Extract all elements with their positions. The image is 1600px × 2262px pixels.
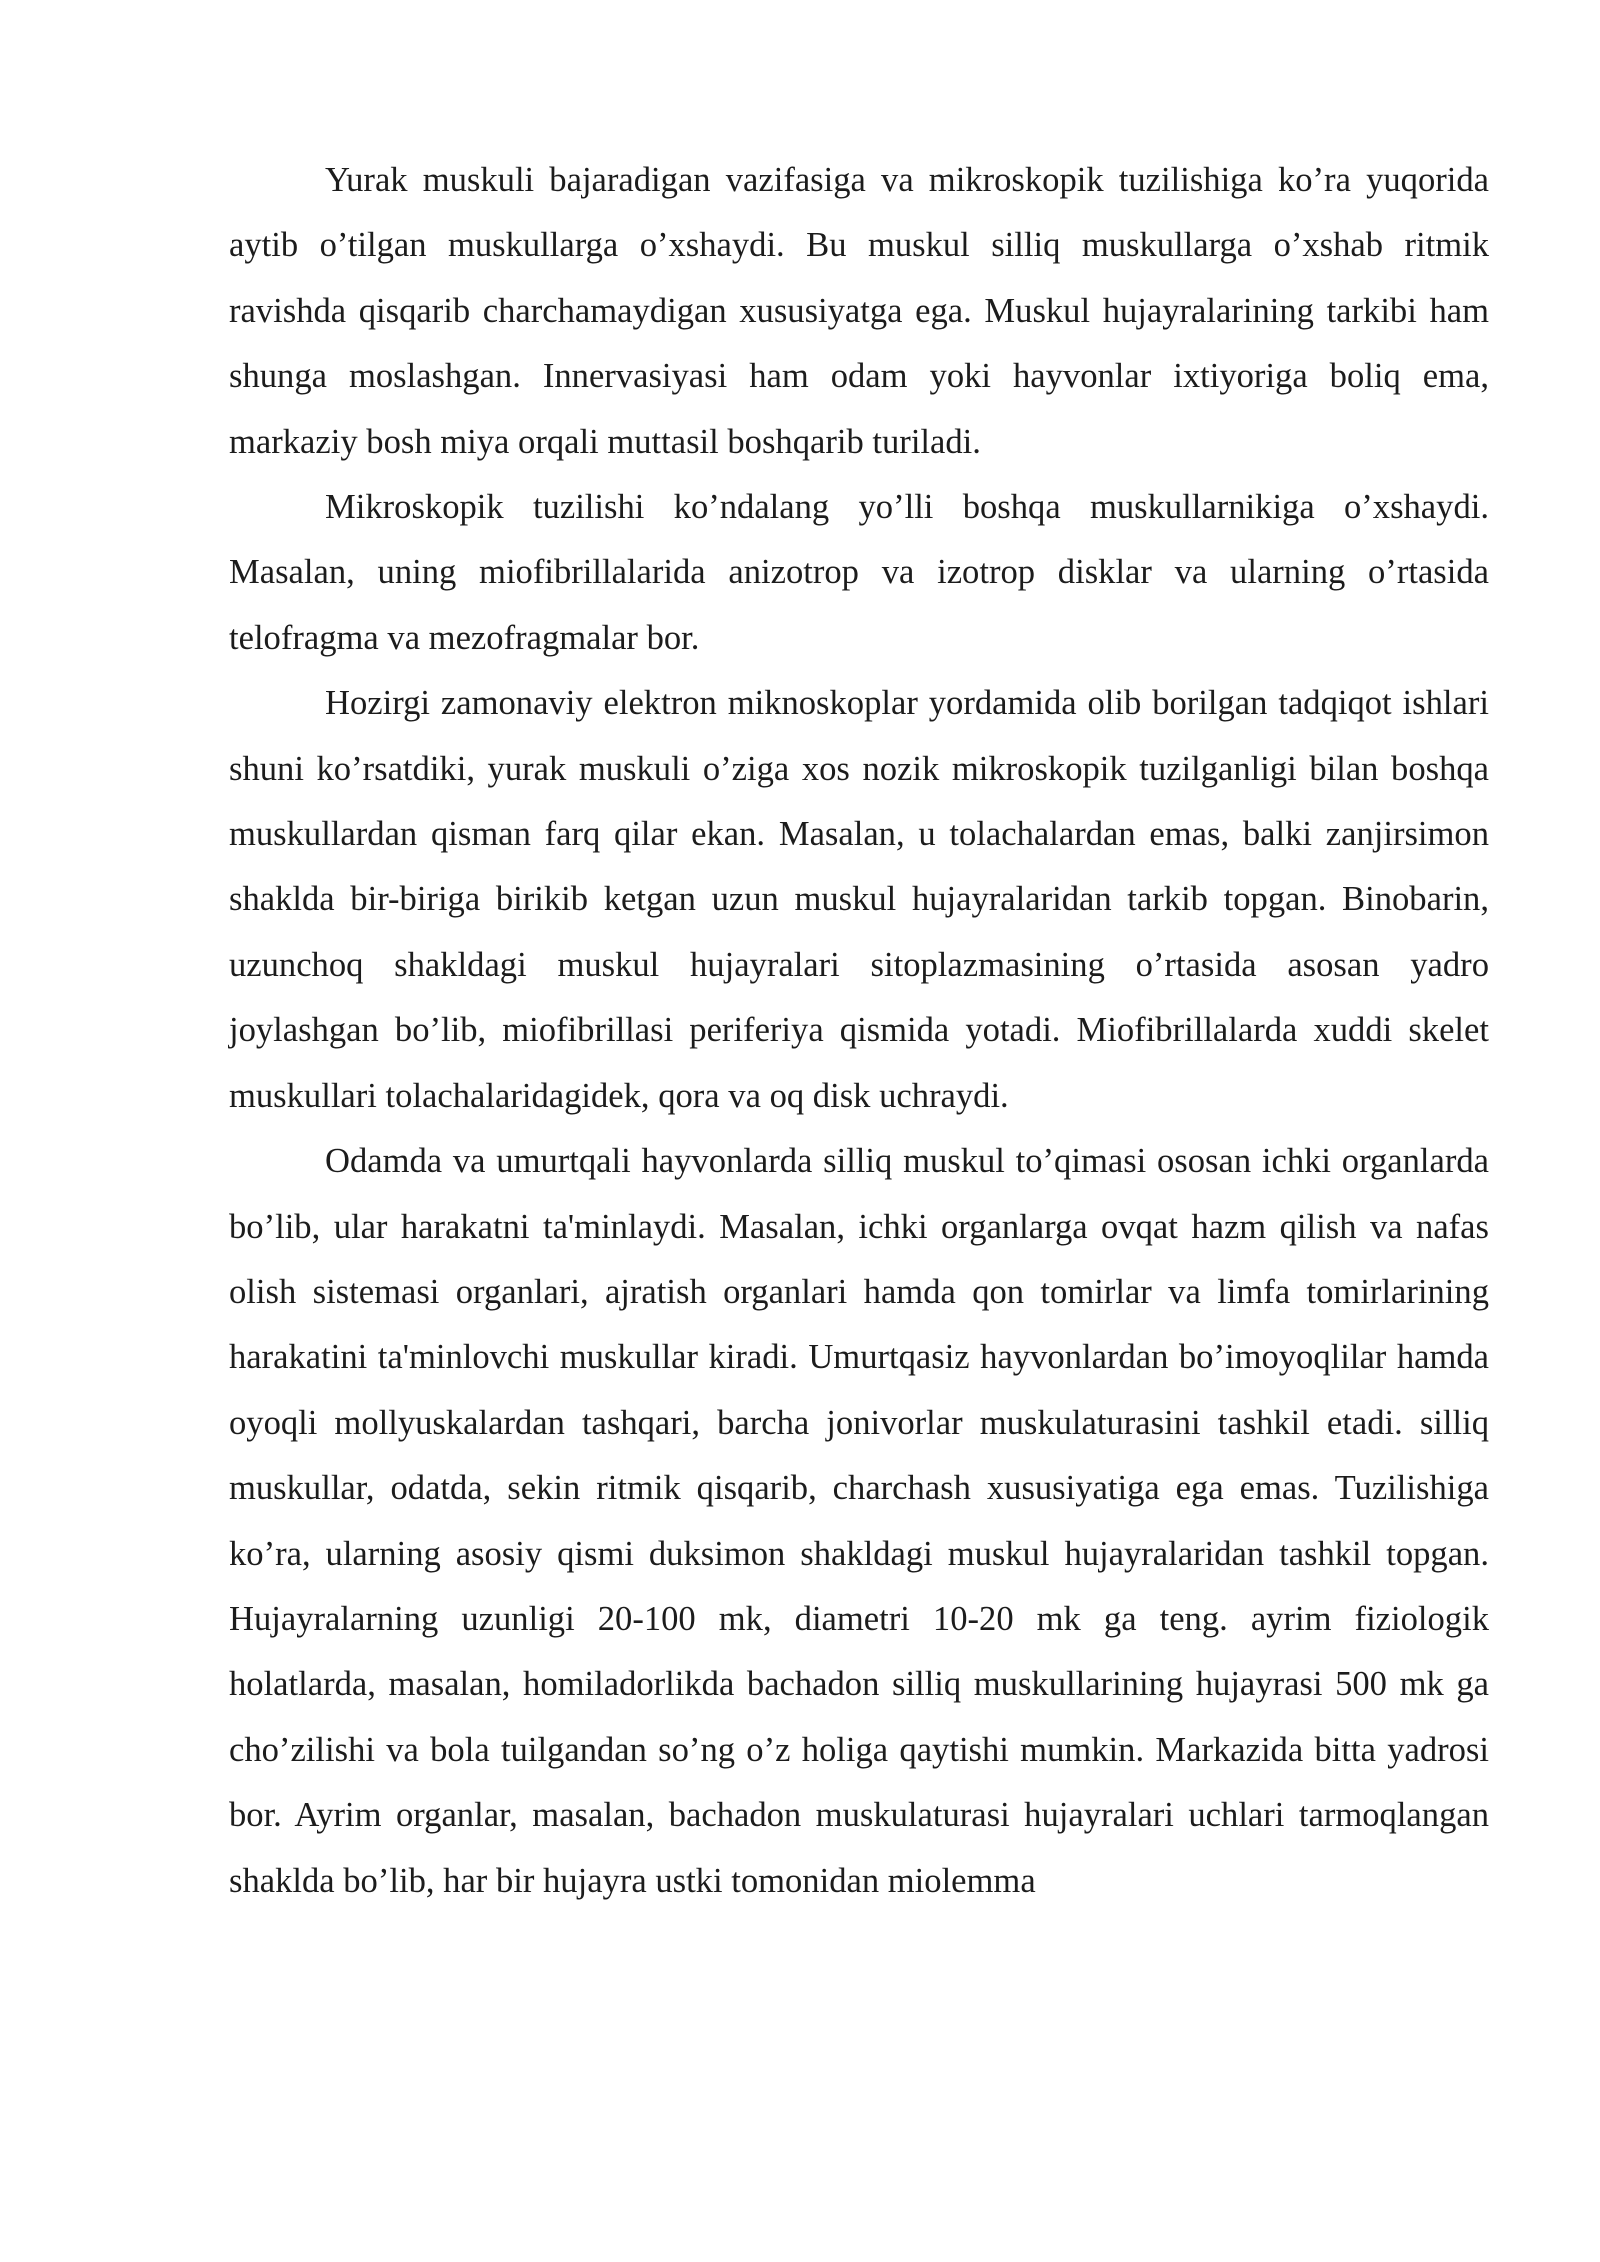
document-body xyxy=(229,148,1489,1914)
paragraph-1: Yurak muskuli bajaradigan vazifasiga va mikroskopik tuzilishiga ko’ra yuqorida aytib o’tilgan muskullarga o’xshaydi. Bu muskul silliq muskullarga o’xshab ritmik ravishda qisqarib charchamaydigan xususiyatga ega. Muskul hujayralarining tarkibi ham shunga moslashgan. Innervasiyasi ham odam yoki hayvonlar ixtiyoriga boliq ema, markaziy bosh miya orqali muttasil boshqarib turiladi. xyxy=(229,161,1489,461)
paragraph-3: Hozirgi zamonaviy elektron miknoskoplar yordamida olib borilgan tadqiqot ishlari shuni ko’rsatdiki, yurak muskuli o’ziga xos nozik mikroskopik tuzilganligi bilan boshqa muskullardan qisman farq qilar ekan. Masalan, u tolachalardan emas, balki zanjirsimon shaklda bir-biriga birikib ketgan uzun muskul hujayralaridan tarkib topgan. Binobarin, uzunchoq shakldagi muskul hujayralari sitoplazmasining o’rtasida asosan yadro joylashgan bo’lib, miofibrillasi periferiya qismida yotadi. Miofibrillalarda xuddi skelet muskullari tolachalaridagidek, qora va oq disk uchraydi. xyxy=(229,684,1489,1115)
paragraph-4: Odamda va umurtqali hayvonlarda silliq muskul to’qimasi ososan ichki organlarda bo’lib, ular harakatni ta'minlaydi. Masalan, ichki organlarga ovqat hazm qilish va nafas olish sistemasi organlari, ajratish organlari hamda qon tomirlar va limfa tomirlarining harakatini ta'minlovchi muskullar kiradi. Umurtqasiz hayvonlardan bo’imoyoqlilar hamda oyoqli mollyuskalardan tashqari, barcha jonivorlar muskulaturasini tashkil etadi. silliq muskullar, odatda, sekin ritmik qisqarib, charchash xususiyatiga ega emas. Tuzilishiga ko’ra, ularning asosiy qismi duksimon shakldagi muskul hujayralaridan tashkil topgan. Hujayralarning uzunligi 20-100 mk, diametri 10-20 mk ga teng. ayrim fiziologik holatlarda, masalan, homiladorlikda bachadon silliq muskullarining hujayrasi 500 mk ga cho’zilishi va bola tuilgandan so’ng o’z holiga qaytishi mumkin. Markazida bitta yadrosi bor. Ayrim organlar, masalan, bachadon muskulaturasi hujayralari uchlari tarmoqlangan shaklda bo’lib, har bir hujayra ustki tomonidan miolemma xyxy=(229,1142,1489,1900)
paragraph-2: Mikroskopik tuzilishi ko’ndalang yo’lli boshqa muskullarnikiga o’xshaydi. Masalan, uning miofibrillalarida anizotrop va izotrop disklar va ularning o’rtasida telofragma va mezofragmalar bor. xyxy=(229,488,1489,657)
